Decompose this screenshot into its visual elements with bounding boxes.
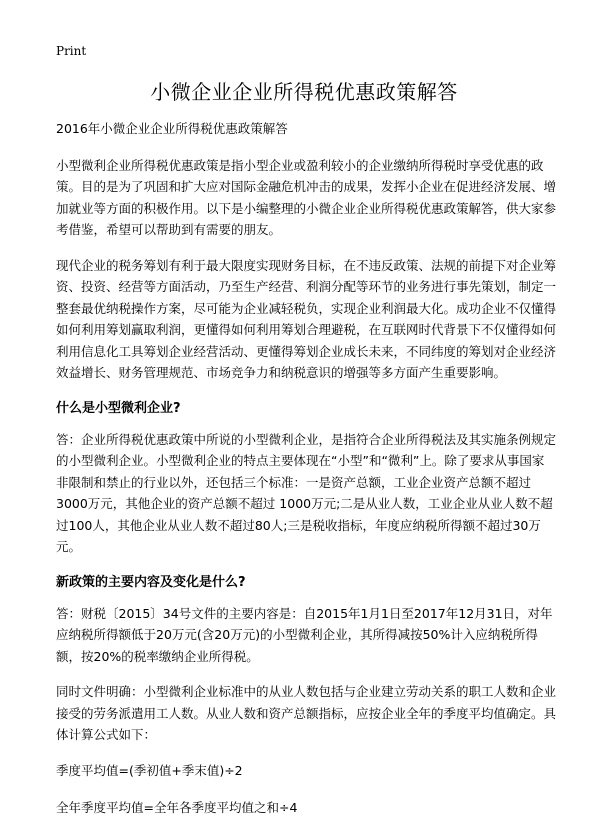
section-heading-definition: 什么是小型微利企业?: [56, 400, 181, 416]
page-title: 小微企业企业所得税优惠政策解答: [150, 80, 458, 104]
article-subtitle: 2016年小微企业企业所得税优惠政策解答: [56, 121, 288, 136]
section-new-policy-clarification: 同时文件明确：小型微利企业标准中的从业人数包括与企业建立劳动关系的职工人数和企业接受的劳务派遣用工人数。从业人数和资产总额指标，应按企业全年的季度平均值确定。具体计算公式如下：: [56, 684, 557, 742]
quarterly-average-formula: 季度平均值=(季初值+季末值)÷2: [56, 762, 243, 778]
tax-planning-paragraph: 现代企业的税务筹划有利于最大限度实现财务目标，在不违反政策、法规的前提下对企业筹资、投资、经营等方面活动，乃至生产经营、利润分配等环节的业务进行事先策划，制定一整套最优纳税操作方案，尽可能为企业减轻税负，实现企业利润最大化。成功企业不仅懂得如何利用筹划赢取利润，更懂得如何利用筹划合理避税，在互联网时代背景下不仅懂得如何利用信息化工具筹划企业经营活动、更懂得筹划企业成长未来，不同纬度的筹划对企业经济效益增长、财务管理规范、市场竞争力和纳税意识的增强等多方面产生重要影响。: [56, 257, 557, 380]
section-heading-new-policy: 新政策的主要内容及变化是什么?: [56, 574, 246, 590]
annual-average-formula: 全年季度平均值=全年各季度平均值之和÷4: [56, 800, 298, 815]
print-link[interactable]: Print: [56, 44, 87, 58]
intro-paragraph: 小型微利企业所得税优惠政策是指小型企业或盈利较小的企业缴纳所得税时享受优惠的政策。目的是为了巩固和扩大应对国际金融危机冲击的成果，发挥小企业在促进经济发展、增加就业等方面的积极作用。以下是小编整理的小微企业企业所得税优惠政策解答，供大家参考借鉴，希望可以帮助到有需要的朋友。: [56, 157, 557, 237]
article-body: [56, 118, 556, 835]
section-new-policy-answer: 答：财税〔2015〕34号文件的主要内容是：自2015年1月1日至2017年12月31日，对年应纳税所得额低于20万元(含20万元)的小型微利企业，其所得减按50%计入应纳税所得额，按20%的税率缴纳企业所得税。: [56, 605, 553, 664]
section-definition-answer: 答：企业所得税优惠政策中所说的小型微利企业，是指符合企业所得税法及其实施条例规定的小型微利企业。小型微利企业的特点主要体现在“小型”和“微利”上。除了要求从事国家非限制和禁止的行业以外，还包括三个标准：一是资产总额，工业企业资产总额不超过3000万元，其他企业的资产总额不超过 1000万元;二是从业人数，工业企业从业人数不超过100人，其他企业从业人数不超过80人;三是税收指标，年度应纳税所得额不超过30万元。: [56, 431, 557, 554]
